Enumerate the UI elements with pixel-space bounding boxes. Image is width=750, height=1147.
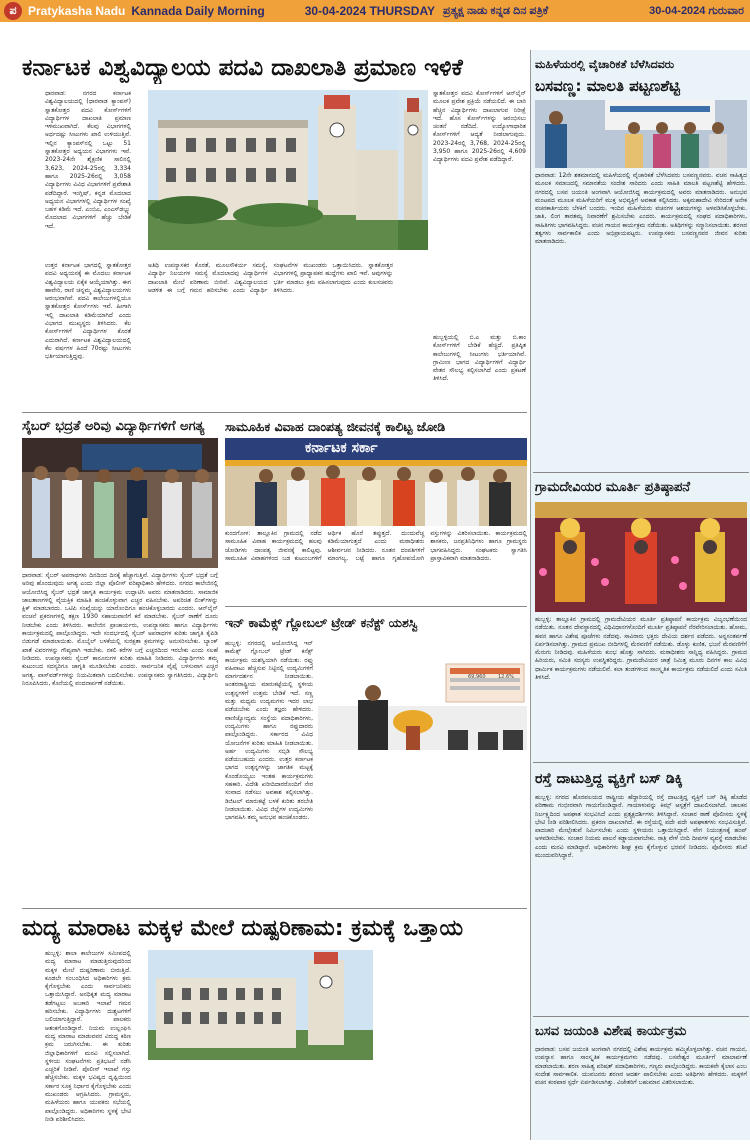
- headline-university-admission: ಕರ್ನಾಟಕ ವಿಶ್ವವಿದ್ಯಾಲಯ ಪದವಿ ದಾಖಲಾತಿ ಪ್ರಮಾಣ ಇಳಿಕೆ: [22, 55, 463, 81]
- headline-liquor-sale: ಮದ್ಯ ಮಾರಾಟ ಮಕ್ಕಳ ಮೇಲೆ ದುಷ್ಪರಿಣಾಮ: ಕ್ರಮಕ್ಕೆ ಒತ್ತಾಯ: [22, 916, 464, 941]
- trade-figure-1: 69,960: [468, 674, 486, 680]
- headline-incomex-trade: ಇನ್ ಕಾಮೆಕ್ಸ್ ಗ್ಲೋಬಲ್ ಟ್ರೇಡ್ ಕನೆಕ್ಟ್ ಯಶಸ್ವಿ: [225, 615, 418, 630]
- headline-bus-accident: ರಸ್ತೆ ದಾಟುತ್ತಿದ್ದ ವ್ಯಕ್ತಿಗೆ ಬಸ್ ಡಿಕ್ಕಿ: [535, 771, 683, 787]
- headline-basavanna-line1: ಮಹಿಳೆಯರಲ್ಲಿ ವೈಚಾರಿಕತೆ ಬೆಳೆಸಿದವರು: [535, 58, 675, 71]
- issue-date: 30-04-2024 THURSDAY: [304, 4, 436, 18]
- liquor-article-photo: [148, 950, 373, 1060]
- article-liquor-body: ಹುಬ್ಬಳ್ಳಿ: ಶಾಲಾ ಕಾಲೇಜುಗಳ ಸಮೀಪದಲ್ಲಿ ಮದ್ಯ ಮಾರಾಟ ಮಾಡುತ್ತಿರುವುದರಿಂದ ಮಕ್ಕಳ ಮೇಲೆ ದುಷ್ಪರಿಣಾಮ ಬೀರುತ್ತಿದೆ. ಕೂಡಲೇ ಸಂಬಂಧಿಸಿದ ಅಧಿಕಾರಿಗಳು ಕ್ರಮ ಕೈಗೊಳ್ಳಬೇಕು ಎಂದು ಸಾರ್ವಜನಿಕರು ಒತ್ತಾಯಿಸಿದ್ದಾರೆ. ಅನಧಿಕೃತ ಮದ್ಯ ಮಾರಾಟ ತಡೆಗಟ್ಟಲು ಅಬಕಾರಿ ಇಲಾಖೆ ಗಮನ ಹರಿಸಬೇಕು. ವಿದ್ಯಾರ್ಥಿಗಳು ದುಶ್ಚಟಗಳಿಗೆ ಬಲಿಯಾಗುತ್ತಿದ್ದಾರೆ. ಪಾಲಕರು ಆತಂಕಗೊಂಡಿದ್ದಾರೆ. ನಿಯಮ ಉಲ್ಲಂಘಿಸಿ ಮದ್ಯ ಮಾರಾಟ ಮಾಡುವವರ ವಿರುದ್ಧ ಕಠಿಣ ಕ್ರಮ ಜರುಗಿಸಬೇಕು. ಈ ಕುರಿತು ಜಿಲ್ಲಾಧಿಕಾರಿಗಳಿಗೆ ಮನವಿ ಸಲ್ಲಿಸಲಾಗಿದೆ. ಸ್ಥಳೀಯ ಸಂಘಟನೆಗಳು ಪ್ರತಿಭಟನೆ ನಡೆಸಿ ಎಚ್ಚರಿಕೆ ನೀಡಿವೆ. ಪೊಲೀಸ್ ಇಲಾಖೆ ಗಸ್ತು ಹೆಚ್ಚಿಸಬೇಕು. ಮಕ್ಕಳ ಭವಿಷ್ಯದ ದೃಷ್ಟಿಯಿಂದ ಸರ್ಕಾರ ಸೂಕ್ತ ನಿರ್ಧಾರ ಕೈಗೊಳ್ಳಬೇಕು ಎಂದು ಮುಖಂಡರು ಆಗ್ರಹಿಸಿದರು. ಗ್ರಾಮಸ್ಥರು, ಮಹಿಳೆಯರು ಹಾಗೂ ಯುವಕರು ಸಭೆಯಲ್ಲಿ ಪಾಲ್ಗೊಂಡಿದ್ದರು. ಅಧಿಕಾರಿಗಳು ಸ್ಥಳಕ್ಕೆ ಭೇಟಿ ನೀಡಿ ಪರಿಶೀಲಿಸಿದರು.: [45, 950, 131, 1123]
- masthead-bar: [0, 0, 750, 22]
- article-university-col1: ಧಾರವಾಡ: ನಗರದ ಕರ್ನಾಟಕ ವಿಶ್ವವಿದ್ಯಾಲಯದಲ್ಲಿ (ಧಾರವಾಡ ಕ್ಯಾಂಪಸ್) ಸ್ನಾತಕೋತ್ತರ ಪದವಿ ಕೋರ್ಸ್‌ಗಳಿಗೆ ವಿದ್ಯಾರ್ಥಿಗಳ ದಾಖಲಾತಿ ಪ್ರಮಾಣ ಇಳಿಮುಖವಾಗಿದೆ. ಕೆಲವು ವಿಭಾಗಗಳಲ್ಲಿ ಅರ್ಧದಷ್ಟು ಸೀಟುಗಳು ಖಾಲಿ ಉಳಿಯುತ್ತಿವೆ. ಇಲ್ಲಿನ ಕ್ಯಾಂಪಸ್‌ನಲ್ಲಿ ಒಟ್ಟು 51 ಸ್ನಾತಕೋತ್ತರ ಅಧ್ಯಯನ ವಿಭಾಗಗಳು ಇವೆ. 2023-24ನೇ ಶೈಕ್ಷಣಿಕ ಸಾಲಿನಲ್ಲಿ 3,623, 2024-25ರಲ್ಲಿ 3,334 ಹಾಗೂ 2025-26ರಲ್ಲಿ 3,058 ವಿದ್ಯಾರ್ಥಿಗಳು ವಿವಿಧ ವಿಭಾಗಗಳಿಗೆ ಪ್ರವೇಶಾತಿ ಪಡೆದಿದ್ದಾರೆ. ಇಂಗ್ಲಿಷ್, ಕನ್ನಡ ಮೊದಲಾದ ಅಧ್ಯಯನ ವಿಭಾಗಗಳಲ್ಲಿ ವಿದ್ಯಾರ್ಥಿಗಳ ಸಂಖ್ಯೆ ಬಹಳ ಕಡಿಮೆ ಇದೆ. ಎಂಬಿಎ, ಎಂಎಸ್‌ಡಬ್ಲ್ಯು ಮೊದಲಾದ ವಿಭಾಗಗಳಿಗೆ ಹೆಚ್ಚು ಬೇಡಿಕೆ ಇದೆ.: [45, 90, 131, 230]
- publication-name: Pratykasha Nadu: [28, 4, 126, 18]
- article-idol-body: ಹುಬ್ಬಳ್ಳಿ: ತಾಲ್ಲೂಕಿನ ಗ್ರಾಮದಲ್ಲಿ ಗ್ರಾಮದೇವಿಯರ ಮೂರ್ತಿ ಪ್ರತಿಷ್ಠಾಪನೆ ಕಾರ್ಯಕ್ರಮ ವಿಜೃಂಭಣೆಯಿಂದ ನಡೆಯಿತು. ನೂತನ ದೇವಸ್ಥಾನದಲ್ಲಿ ವಿಧಿವಿಧಾನಗಳೊಂದಿಗೆ ಮೂರ್ತಿ ಪ್ರತಿಷ್ಠಾಪನೆ ನೆರವೇರಿಸಲಾಯಿತು. ಹೋಮ, ಹವನ ಹಾಗೂ ವಿಶೇಷ ಪೂಜೆಗಳು ನಡೆದವು. ಸಾವಿರಾರು ಭಕ್ತರು ದೇವಿಯ ದರ್ಶನ ಪಡೆದರು. ಅನ್ನಸಂತರ್ಪಣೆ ಏರ್ಪಡಿಸಲಾಗಿತ್ತು. ಗ್ರಾಮದ ಪ್ರಮುಖ ಬೀದಿಗಳಲ್ಲಿ ಮೆರವಣಿಗೆ ನಡೆಯಿತು. ಡೊಳ್ಳು ಕುಣಿತ, ಭಜನೆ ಮೆರವಣಿಗೆಗೆ ಮೆರುಗು ನೀಡಿದವು. ಮಹಿಳೆಯರು ಕುಂಭ ಹೊತ್ತು ಸಾಗಿದರು. ಮಠಾಧೀಶರು ಸಾನ್ನಿಧ್ಯ ವಹಿಸಿದ್ದರು. ಗ್ರಾಮದ ಹಿರಿಯರು, ಸಮಿತಿ ಸದಸ್ಯರು ಉಪಸ್ಥಿತರಿದ್ದರು. ಗ್ರಾಮದೇವಿಯರ ಜಾತ್ರೆ ನಿಮಿತ್ತ ಮೂರು ದಿನಗಳ ಕಾಲ ವಿವಿಧ ಧಾರ್ಮಿಕ ಕಾರ್ಯಕ್ರಮಗಳು ನಡೆಯಲಿವೆ. ಕಲಾ ತಂಡಗಳಿಂದ ಸಾಂಸ್ಕೃತಿಕ ಕಾರ್ಯಕ್ರಮ ನಡೆಯಲಿದೆ ಎಂದು ಸಮಿತಿ ತಿಳಿಸಿದೆ.: [535, 616, 747, 682]
- article-liquor-body-2: [148, 1064, 373, 1140]
- article-trade-body: ಹುಬ್ಬಳ್ಳಿ: ನಗರದಲ್ಲಿ ಆಯೋಜಿಸಿದ್ದ ಇನ್ ಕಾಮೆಕ್ಸ್ ಗ್ಲೋಬಲ್ ಟ್ರೇಡ್ ಕನೆಕ್ಟ್ ಕಾರ್ಯಕ್ರಮ ಯಶಸ್ವಿಯಾಗಿ ನಡೆಯಿತು. ರಫ್ತು ವಹಿವಾಟು ಹೆಚ್ಚಿಸುವ ನಿಟ್ಟಿನಲ್ಲಿ ಉದ್ಯಮಿಗಳಿಗೆ ಮಾರ್ಗದರ್ಶನ ನೀಡಲಾಯಿತು. ಅಂತರರಾಷ್ಟ್ರೀಯ ಮಾರುಕಟ್ಟೆಯಲ್ಲಿ ಸ್ಥಳೀಯ ಉತ್ಪನ್ನಗಳಿಗೆ ಉತ್ತಮ ಬೇಡಿಕೆ ಇದೆ. ಸಣ್ಣ ಮತ್ತು ಮಧ್ಯಮ ಉದ್ಯಮಗಳು ಇದರ ಲಾಭ ಪಡೆಯಬೇಕು ಎಂದು ತಜ್ಞರು ಹೇಳಿದರು. ವಾಣಿಜ್ಯೋದ್ಯಮ ಸಂಸ್ಥೆಯ ಪದಾಧಿಕಾರಿಗಳು, ಉದ್ಯಮಿಗಳು ಹಾಗೂ ರಫ್ತುದಾರರು ಪಾಲ್ಗೊಂಡಿದ್ದರು. ಸರ್ಕಾರದ ವಿವಿಧ ಯೋಜನೆಗಳ ಕುರಿತು ಮಾಹಿತಿ ನೀಡಲಾಯಿತು. ಅರ್ಹ ಉದ್ಯಮಿಗಳು ಸಬ್ಸಿಡಿ ಸೌಲಭ್ಯ ಪಡೆಯಬಹುದು ಎಂದರು. ಉತ್ತರ ಕರ್ನಾಟಕ ಭಾಗದ ಉತ್ಪನ್ನಗಳನ್ನು ಜಾಗತಿಕ ಮಟ್ಟಕ್ಕೆ ಕೊಂಡೊಯ್ಯಲು ಇಂತಹ ಕಾರ್ಯಕ್ರಮಗಳು ಸಹಕಾರಿ. ವಿದೇಶಿ ಖರೀದಿದಾರರೊಂದಿಗೆ ನೇರ ಸಂವಾದ ನಡೆಸಲು ಅವಕಾಶ ಕಲ್ಪಿಸಲಾಗಿತ್ತು. ಡಿಜಿಟಲ್ ಮಾರುಕಟ್ಟೆ ಬಳಕೆ ಕುರಿತು ತರಬೇತಿ ನೀಡಲಾಯಿತು. ವಿವಿಧ ಜಿಲ್ಲೆಗಳ ಉದ್ಯಮಿಗಳು ಭಾಗವಹಿಸಿ ತಮ್ಮ ಅನುಭವ ಹಂಚಿಕೊಂಡರು.: [225, 640, 313, 822]
- article-university-col5: ಹುಬ್ಬಳ್ಳಿಯಲ್ಲಿ ಬಿ.ಎ ಮತ್ತು ಬಿ.ಕಾಂ ಕೋರ್ಸ್‌ಗಳಿಗೆ ಬೇಡಿಕೆ ಹೆಚ್ಚಿದೆ. ಪ್ರತಿಷ್ಠಿತ ಕಾಲೇಜುಗಳಲ್ಲಿ ಸೀಟುಗಳು ಭರ್ತಿಯಾಗಿವೆ. ಗ್ರಾಮೀಣ ಭಾಗದ ವಿದ್ಯಾರ್ಥಿಗಳಿಗೆ ವಿದ್ಯಾರ್ಥಿ ವೇತನ ಸೌಲಭ್ಯ ಕಲ್ಪಿಸಲಾಗಿದೆ ಎಂದು ಪ್ರಕಟಣೆ ತಿಳಿಸಿದೆ.: [433, 334, 526, 383]
- kannada-date: 30-04-2024 ಗುರುವಾರ: [649, 4, 744, 17]
- clock-tower-photo: [398, 90, 428, 250]
- article-university-col3: ಅತಿಥಿ ಉಪನ್ಯಾಸಕರ ಕೊರತೆ, ಮೂಲಸೌಕರ್ಯ ಸಮಸ್ಯೆ, ವಿದ್ಯಾರ್ಥಿ ನಿಲಯಗಳ ಸಮಸ್ಯೆ ಮೊದಲಾದವು ವಿದ್ಯಾರ್ಥಿಗಳ ದಾಖಲಾತಿ ಮೇಲೆ ಪರಿಣಾಮ ಬೀರಿವೆ. ವಿಶ್ವವಿದ್ಯಾಲಯದ ಆಡಳಿತ ಈ ಬಗ್ಗೆ ಗಮನ ಹರಿಸಬೇಕು ಎಂದು ವಿದ್ಯಾರ್ಥಿ ಸಂಘಟನೆಗಳ ಮುಖಂಡರು ಒತ್ತಾಯಿಸಿದರು. ಸ್ನಾತಕೋತ್ತರ ವಿಭಾಗಗಳಲ್ಲಿ ಪ್ರಾಧ್ಯಾಪಕರ ಹುದ್ದೆಗಳು ಖಾಲಿ ಇವೆ. ಅವುಗಳನ್ನು ಭರ್ತಿ ಮಾಡಲು ಕ್ರಮ ವಹಿಸಲಾಗುವುದು ಎಂದು ಕುಲಸಚಿವರು ತಿಳಿಸಿದರು.: [148, 262, 393, 294]
- article-cyber-body: ಧಾರವಾಡ: ಸೈಬರ್ ಅಪರಾಧಗಳು ದಿನದಿಂದ ದಿನಕ್ಕೆ ಹೆಚ್ಚಾಗುತ್ತಿವೆ. ವಿದ್ಯಾರ್ಥಿಗಳು ಸೈಬರ್ ಭದ್ರತೆ ಬಗ್ಗೆ ಅರಿವು ಹೊಂದುವುದು ಅಗತ್ಯ ಎಂದು ಜಿಲ್ಲಾ ಪೊಲೀಸ್ ವರಿಷ್ಠಾಧಿಕಾರಿ ಹೇಳಿದರು. ನಗರದ ಕಾಲೇಜಿನಲ್ಲಿ ಆಯೋಜಿಸಿದ್ದ ಸೈಬರ್ ಭದ್ರತೆ ಜಾಗೃತಿ ಕಾರ್ಯಕ್ರಮ ಉದ್ಘಾಟಿಸಿ ಅವರು ಮಾತನಾಡಿದರು. ಸಾಮಾಜಿಕ ಜಾಲತಾಣಗಳಲ್ಲಿ ವೈಯಕ್ತಿಕ ಮಾಹಿತಿ ಹಂಚಿಕೊಳ್ಳುವಾಗ ಎಚ್ಚರ ವಹಿಸಬೇಕು. ಅಪರಿಚಿತ ಲಿಂಕ್‌ಗಳನ್ನು ಕ್ಲಿಕ್ ಮಾಡಬಾರದು. ಒಟಿಪಿ ಸಂಖ್ಯೆಯನ್ನು ಯಾರೊಂದಿಗೂ ಹಂಚಿಕೊಳ್ಳಬಾರದು ಎಂದರು. ಆನ್‌ಲೈನ್ ವಂಚನೆ ಪ್ರಕರಣಗಳಲ್ಲಿ ತಕ್ಷಣ 1930 ಸಹಾಯವಾಣಿಗೆ ಕರೆ ಮಾಡಬೇಕು. ಸೈಬರ್ ಠಾಣೆಗೆ ದೂರು ನೀಡಬೇಕು ಎಂದು ತಿಳಿಸಿದರು. ಕಾಲೇಜಿನ ಪ್ರಾಚಾರ್ಯರು, ಉಪನ್ಯಾಸಕರು ಹಾಗೂ ವಿದ್ಯಾರ್ಥಿಗಳು ಕಾರ್ಯಕ್ರಮದಲ್ಲಿ ಪಾಲ್ಗೊಂಡಿದ್ದರು. ಇದೇ ಸಂದರ್ಭದಲ್ಲಿ ಸೈಬರ್ ಅಪರಾಧಗಳ ಕುರಿತು ಜಾಗೃತಿ ಕೈಪಿಡಿ ಬಿಡುಗಡೆ ಮಾಡಲಾಯಿತು. ಮೊಬೈಲ್ ಬಳಕೆಯಲ್ಲಿ ಸುರಕ್ಷತಾ ಕ್ರಮಗಳನ್ನು ಅನುಸರಿಸಬೇಕು. ಬ್ಯಾಂಕ್ ಖಾತೆ ವಿವರಗಳನ್ನು ಗೌಪ್ಯವಾಗಿ ಇಡಬೇಕು. ನಕಲಿ ಕರೆಗಳ ಬಗ್ಗೆ ಎಚ್ಚರದಿಂದ ಇರಬೇಕು ಎಂದು ಸಲಹೆ ನೀಡಿದರು. ಉಪನ್ಯಾಸಕರು ಸೈಬರ್ ಕಾನೂನುಗಳ ಕುರಿತು ಮಾಹಿತಿ ನೀಡಿದರು. ವಿದ್ಯಾರ್ಥಿಗಳು ತಮ್ಮ ಕುಟುಂಬದ ಸದಸ್ಯರಿಗೂ ಜಾಗೃತಿ ಮೂಡಿಸಬೇಕು ಎಂದರು. ಸಾರ್ವಜನಿಕ ವೈಫೈ ಬಳಸುವಾಗ ಎಚ್ಚರ ಅಗತ್ಯ. ಪಾಸ್‌ವರ್ಡ್‌ಗಳನ್ನು ನಿಯಮಿತವಾಗಿ ಬದಲಿಸಬೇಕು. ಉಪನ್ಯಾಸಕರು ಸ್ವಾಗತಿಸಿದರು, ವಿದ್ಯಾರ್ಥಿನಿ ನಿರೂಪಿಸಿದರು, ಕೊನೆಯಲ್ಲಿ ವಂದನಾರ್ಪಣೆ ನಡೆಯಿತು.: [22, 572, 218, 687]
- publication-subtitle: Kannada Daily Morning: [131, 4, 265, 18]
- article-bus-accident-body: ಹುಬ್ಬಳ್ಳಿ: ನಗರದ ಹೊರವಲಯದ ರಾಷ್ಟ್ರೀಯ ಹೆದ್ದಾರಿಯಲ್ಲಿ ರಸ್ತೆ ದಾಟುತ್ತಿದ್ದ ವ್ಯಕ್ತಿಗೆ ಬಸ್ ಡಿಕ್ಕಿ ಹೊಡೆದ ಪರಿಣಾಮ ಗಂಭೀರವಾಗಿ ಗಾಯಗೊಂಡಿದ್ದಾರೆ. ಗಾಯಾಳುವನ್ನು ಕಿಮ್ಸ್ ಆಸ್ಪತ್ರೆಗೆ ದಾಖಲಿಸಲಾಗಿದೆ. ಚಾಲಕನ ನಿರ್ಲಕ್ಷ್ಯದಿಂದ ಅಪಘಾತ ಸಂಭವಿಸಿದೆ ಎಂದು ಪ್ರತ್ಯಕ್ಷದರ್ಶಿಗಳು ತಿಳಿಸಿದ್ದಾರೆ. ಸಂಚಾರ ಠಾಣೆ ಪೊಲೀಸರು ಸ್ಥಳಕ್ಕೆ ಭೇಟಿ ನೀಡಿ ಪರಿಶೀಲಿಸಿದರು. ಪ್ರಕರಣ ದಾಖಲಾಗಿದೆ. ಈ ರಸ್ತೆಯಲ್ಲಿ ಪದೇ ಪದೇ ಅಪಘಾತಗಳು ಸಂಭವಿಸುತ್ತಿವೆ. ಪಾದಚಾರಿ ಮೇಲ್ಸೇತುವೆ ನಿರ್ಮಿಸಬೇಕು ಎಂದು ಸ್ಥಳೀಯರು ಒತ್ತಾಯಿಸಿದ್ದಾರೆ. ವೇಗ ನಿಯಂತ್ರಣಕ್ಕೆ ಹಂಪ್ ಅಳವಡಿಸಬೇಕು. ಸಂಚಾರ ನಿಯಮ ಪಾಲನೆ ಕಡ್ಡಾಯವಾಗಬೇಕು. ರಾತ್ರಿ ವೇಳೆ ಬೀದಿ ದೀಪಗಳ ವ್ಯವಸ್ಥೆ ಮಾಡಬೇಕು ಎಂದು ಮನವಿ ಮಾಡಿದ್ದಾರೆ. ಅಧಿಕಾರಿಗಳು ಶೀಘ್ರ ಕ್ರಮ ಕೈಗೊಳ್ಳುವ ಭರವಸೆ ನೀಡಿದರು. ಪೊಲೀಸರು ತನಿಖೆ ಮುಂದುವರಿಸಿದ್ದಾರೆ.: [535, 794, 747, 860]
- trade-figure-2: 12.6%: [498, 674, 514, 680]
- headline-cyber-security: ಸೈಬರ್ ಭದ್ರತೆ ಅರಿವು ವಿದ್ಯಾರ್ಥಿಗಳಿಗೆ ಅಗತ್ಯ: [22, 419, 205, 434]
- banner-text: ಕರ್ನಾಟಕ ಸರ್ಕಾ: [305, 440, 378, 456]
- headline-basavanna-line2: ಬಸವಣ್ಣ: ಮಾಲತಿ ಪಟ್ಟಣಶೆಟ್ಟಿ: [535, 77, 680, 95]
- headline-mass-wedding: ಸಾಮೂಹಿಕ ವಿವಾಹ ದಾಂಪತ್ಯ ಜೀವನಕ್ಕೆ ಕಾಲಿಟ್ಟ ಜೋಡಿ: [225, 419, 446, 434]
- cyber-awareness-photo: [22, 438, 218, 568]
- headline-idol-installation: ಗ್ರಾಮದೇವಿಯರ ಮೂರ್ತಿ ಪ್ರತಿಷ್ಠಾಪನೆ: [535, 480, 691, 495]
- headline-basava-jayanti: ಬಸವ ಜಯಂತಿ ವಿಶೇಷ ಕಾರ್ಯಕ್ರಮ: [535, 1024, 687, 1039]
- article-trade-body-2: [318, 754, 527, 902]
- masthead-logo: ಪ: [4, 2, 22, 20]
- article-university-col4: ಸ್ನಾತಕೋತ್ತರ ಪದವಿ ಕೋರ್ಸ್‌ಗಳಿಗೆ ಆನ್‌ಲೈನ್ ಮೂಲಕ ಪ್ರವೇಶ ಪ್ರಕ್ರಿಯೆ ನಡೆಯಲಿದೆ. ಈ ಬಾರಿ ಹೆಚ್ಚಿನ ವಿದ್ಯಾರ್ಥಿಗಳು ದಾಖಲಾಗುವ ನಿರೀಕ್ಷೆ ಇದೆ. ಹೊಸ ಕೋರ್ಸ್‌ಗಳನ್ನು ಆರಂಭಿಸಲು ಚಿಂತನೆ ನಡೆದಿದೆ. ಉದ್ಯೋಗಾಧಾರಿತ ಕೋರ್ಸ್‌ಗಳಿಗೆ ಆದ್ಯತೆ ನೀಡಲಾಗುವುದು. 2023-24ರಲ್ಲಿ 3,768, 2024-25ರಲ್ಲಿ 3,950 ಹಾಗೂ 2025-26ರಲ್ಲಿ 4,609 ವಿದ್ಯಾರ್ಥಿಗಳು ಪದವಿ ಪ್ರವೇಶ ಪಡೆದಿದ್ದಾರೆ.: [433, 90, 526, 164]
- article-mass-wedding-body: ಕುಂದಗೋಳ: ತಾಲ್ಲೂಕಿನ ಗ್ರಾಮದಲ್ಲಿ ನಡೆದ ಸಾಮೂಹಿಕ ವಿವಾಹ ಕಾರ್ಯಕ್ರಮದಲ್ಲಿ ಹಲವು ಜೋಡಿಗಳು ದಾಂಪತ್ಯ ಜೀವನಕ್ಕೆ ಕಾಲಿಟ್ಟವು. ಸಾಮೂಹಿಕ ವಿವಾಹಗಳಿಂದ ಬಡ ಕುಟುಂಬಗಳಿಗೆ ಆರ್ಥಿಕ ಹೊರೆ ತಪ್ಪುತ್ತದೆ. ದುಂದುವೆಚ್ಚ ಕಡಿಮೆಯಾಗುತ್ತದೆ ಎಂದು ಮಠಾಧೀಶರು ಆಶೀರ್ವಚನ ನೀಡಿದರು. ನೂತನ ದಂಪತಿಗಳಿಗೆ ಮಾಂಗಲ್ಯ, ಬಟ್ಟೆ ಹಾಗೂ ಗೃಹೋಪಯೋಗಿ ವಸ್ತುಗಳನ್ನು ವಿತರಿಸಲಾಯಿತು. ಕಾರ್ಯಕ್ರಮದಲ್ಲಿ ಶಾಸಕರು, ಜನಪ್ರತಿನಿಧಿಗಳು ಹಾಗೂ ಗ್ರಾಮಸ್ಥರು ಭಾಗವಹಿಸಿದ್ದರು. ಸಂಘಟಕರು ಸ್ವಾಗತಿಸಿ ಪ್ರಾಸ್ತಾವಿಕವಾಗಿ ಮಾತನಾಡಿದರು.: [225, 530, 527, 562]
- article-basavanna-body: ಧಾರವಾಡ: 12ನೇ ಶತಮಾನದಲ್ಲಿ ಮಹಿಳೆಯರಲ್ಲಿ ವೈಚಾರಿಕತೆ ಬೆಳೆಸಿದವರು ಬಸವಣ್ಣನವರು. ವಚನ ಸಾಹಿತ್ಯದ ಮೂಲಕ ಸಮಾಜದಲ್ಲಿ ಸಮಾನತೆಯ ಸಂದೇಶ ಸಾರಿದರು ಎಂದು ಸಾಹಿತಿ ಮಾಲತಿ ಪಟ್ಟಣಶೆಟ್ಟಿ ಹೇಳಿದರು. ನಗರದಲ್ಲಿ ಬಸವ ಜಯಂತಿ ಅಂಗವಾಗಿ ಆಯೋಜಿಸಿದ್ದ ಕಾರ್ಯಕ್ರಮದಲ್ಲಿ ಅವರು ಮಾತನಾಡಿದರು. ಅನುಭವ ಮಂಟಪದ ಮೂಲಕ ಮಹಿಳೆಯರಿಗೆ ಮುಕ್ತ ಅಭಿವ್ಯಕ್ತಿಗೆ ಅವಕಾಶ ಕಲ್ಪಿಸಿದರು. ಅಕ್ಕಮಹಾದೇವಿ ಸೇರಿದಂತೆ ಅನೇಕ ವಚನಕಾರ್ತಿಯರು ಬೆಳಕಿಗೆ ಬಂದರು. ಇಂದಿನ ಮಹಿಳೆಯರು ವಚನಗಳ ಆಶಯಗಳನ್ನು ಅಳವಡಿಸಿಕೊಳ್ಳಬೇಕು. ಜಾತಿ, ಲಿಂಗ ತಾರತಮ್ಯ ನಿವಾರಣೆಗೆ ಶ್ರಮಿಸಬೇಕು ಎಂದರು. ಕಾರ್ಯಕ್ರಮದಲ್ಲಿ ಸಂಘದ ಪದಾಧಿಕಾರಿಗಳು, ಸಾಹಿತಿಗಳು ಭಾಗವಹಿಸಿದ್ದರು. ವಚನ ಗಾಯನ ಕಾರ್ಯಕ್ರಮ ನಡೆಯಿತು. ಅತಿಥಿಗಳನ್ನು ಸನ್ಮಾನಿಸಲಾಯಿತು. ಶರಣರ ತತ್ವಗಳು ಸಾರ್ವಕಾಲಿಕ ಎಂದು ಅಭಿಪ್ರಾಯಪಟ್ಟರು. ಉಪನ್ಯಾಸಕರು ಬಸವಣ್ಣನವರ ಜೀವನ ಕುರಿತು ಮಾತನಾಡಿದರು.: [535, 172, 747, 246]
- basava-event-photo: [535, 100, 747, 168]
- university-building-photo: [148, 90, 398, 250]
- goddess-idols-photo: [535, 502, 747, 612]
- article-liquor-body-3: [378, 950, 527, 1140]
- mass-wedding-photo: [225, 438, 527, 526]
- trade-event-photo: [318, 660, 527, 750]
- article-university-col2: ಉತ್ತರ ಕರ್ನಾಟಕ ಭಾಗದಲ್ಲಿ ಸ್ನಾತಕೋತ್ತರ ಪದವಿ ಅಧ್ಯಯನಕ್ಕೆ ಈ ಮೊದಲು ಕರ್ನಾಟಕ ವಿಶ್ವವಿದ್ಯಾಲಯ ಏಕೈಕ ಆಯ್ಕೆಯಾಗಿತ್ತು. ಈಗ ಹಾವೇರಿ, ರಾಣಿ ಚನ್ನಮ್ಮ ವಿಶ್ವವಿದ್ಯಾಲಯಗಳು ಆರಂಭವಾಗಿವೆ. ಪದವಿ ಕಾಲೇಜುಗಳಲ್ಲಿಯೂ ಸ್ನಾತಕೋತ್ತರ ಕೋರ್ಸ್‌ಗಳು ಇವೆ. ಹೀಗಾಗಿ ಇಲ್ಲಿ ದಾಖಲಾತಿ ಕಡಿಮೆಯಾಗಿದೆ ಎಂದು ವಿಭಾಗದ ಮುಖ್ಯಸ್ಥರು ತಿಳಿಸಿದರು. ಕೆಲ ಕೋರ್ಸ್‌ಗಳಿಗೆ ವಿದ್ಯಾರ್ಥಿಗಳ ಕೊರತೆ ಎದುರಾಗಿದೆ. ಕರ್ನಾಟಕ ವಿಶ್ವವಿದ್ಯಾಲಯದಲ್ಲಿ ಕೆಲ ವರ್ಷಗಳ ಹಿಂದೆ 70ರಷ್ಟು ಸೀಟುಗಳು ಭರ್ತಿಯಾಗುತ್ತಿದ್ದವು.: [45, 262, 131, 361]
- kannada-title: ಪ್ರತ್ಯಕ್ಷ ನಾಡು ಕನ್ನಡ ದಿನ ಪತ್ರಿಕೆ: [443, 4, 549, 17]
- article-basava-jayanti-body: ಧಾರವಾಡ: ಬಸವ ಜಯಂತಿ ಅಂಗವಾಗಿ ನಗರದಲ್ಲಿ ವಿಶೇಷ ಕಾರ್ಯಕ್ರಮ ಹಮ್ಮಿಕೊಳ್ಳಲಾಗಿತ್ತು. ವಚನ ಗಾಯನ, ಉಪನ್ಯಾಸ ಹಾಗೂ ಸಾಂಸ್ಕೃತಿಕ ಕಾರ್ಯಕ್ರಮಗಳು ನಡೆದವು. ಬಸವೇಶ್ವರ ಮೂರ್ತಿಗೆ ಮಾಲಾರ್ಪಣೆ ಮಾಡಲಾಯಿತು. ಶರಣ ಸಾಹಿತ್ಯ ಪರಿಷತ್ ಪದಾಧಿಕಾರಿಗಳು, ಗಣ್ಯರು ಪಾಲ್ಗೊಂಡಿದ್ದರು. ಕಾಯಕವೇ ಕೈಲಾಸ ಎಂಬ ಸಂದೇಶ ಸಾರ್ವಕಾಲಿಕ. ಯುವಜನರು ಶರಣರ ಆದರ್ಶ ಪಾಲಿಸಬೇಕು ಎಂದು ಅತಿಥಿಗಳು ಹೇಳಿದರು. ಮಕ್ಕಳಿಗೆ ವಚನ ಕಂಠಪಾಠ ಸ್ಪರ್ಧೆ ಏರ್ಪಡಿಸಲಾಗಿತ್ತು. ವಿಜೇತರಿಗೆ ಬಹುಮಾನ ವಿತರಿಸಲಾಯಿತು.: [535, 1046, 747, 1087]
